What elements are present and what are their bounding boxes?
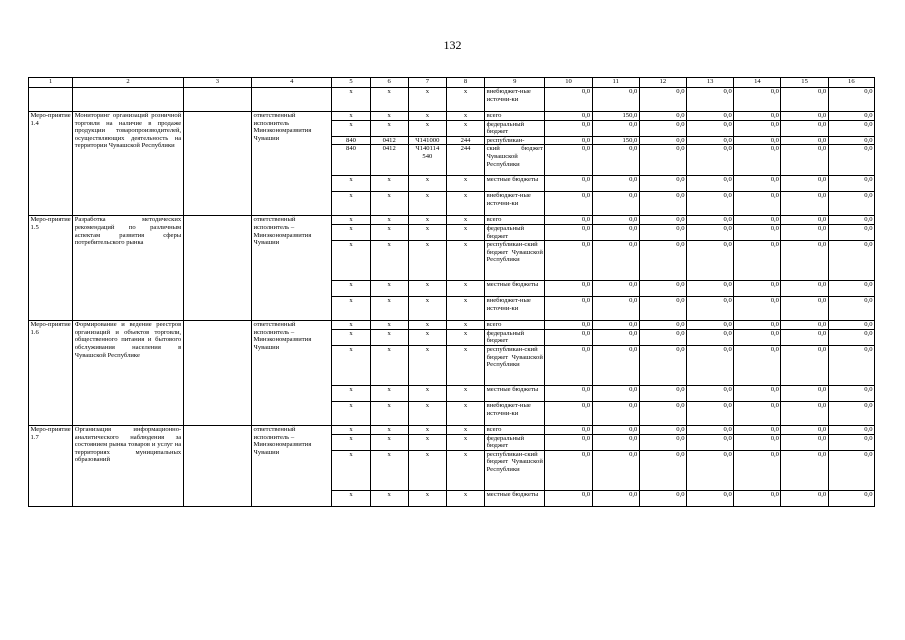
budget-code-cell: x — [332, 450, 370, 490]
empty-cell — [183, 88, 251, 112]
amount-cell: 0,0 — [734, 88, 781, 112]
amount-cell: 0,0 — [639, 216, 686, 225]
amount-cell: 0,0 — [639, 281, 686, 297]
amount-cell: 0,0 — [687, 120, 734, 136]
column-header: 5 — [332, 78, 370, 88]
funding-source-cell: всего — [485, 216, 545, 225]
amount-cell: 0,0 — [828, 345, 874, 385]
amount-cell: 0,0 — [687, 450, 734, 490]
budget-code-cell: x — [446, 297, 484, 321]
amount-cell: 0,0 — [592, 297, 639, 321]
empty-cell — [183, 216, 251, 321]
budget-code-cell: x — [332, 321, 370, 330]
budget-code-cell: x — [332, 329, 370, 345]
budget-code-cell: x — [332, 112, 370, 121]
budget-code-cell: x — [446, 176, 484, 192]
budget-code-cell: x — [446, 385, 484, 401]
amount-cell: 0,0 — [734, 145, 781, 176]
executor-cell: ответственный исполнитель – Минэкономразвития Чувашии — [252, 321, 332, 426]
amount-cell: 0,0 — [687, 321, 734, 330]
amount-cell: 0,0 — [734, 136, 781, 145]
amount-cell: 0,0 — [828, 490, 874, 506]
amount-cell: 0,0 — [687, 345, 734, 385]
amount-cell: 0,0 — [639, 88, 686, 112]
budget-code-cell: x — [408, 192, 446, 216]
budget-code-cell: x — [370, 490, 408, 506]
amount-cell: 0,0 — [828, 297, 874, 321]
budget-code-cell: x — [446, 490, 484, 506]
budget-code-cell: x — [332, 281, 370, 297]
amount-cell: 0,0 — [545, 450, 592, 490]
budget-code-cell: x — [446, 88, 484, 112]
amount-cell: 0,0 — [639, 401, 686, 425]
amount-cell: 0,0 — [781, 112, 828, 121]
amount-cell: 0,0 — [545, 192, 592, 216]
amount-cell: 0,0 — [592, 385, 639, 401]
empty-cell — [183, 425, 251, 506]
budget-code-cell: x — [446, 329, 484, 345]
funding-source-cell: местные бюджеты — [485, 490, 545, 506]
budget-code-cell: 0412 — [370, 136, 408, 145]
amount-cell: 0,0 — [734, 450, 781, 490]
amount-cell: 0,0 — [734, 425, 781, 434]
budget-code-cell: x — [332, 385, 370, 401]
budget-code-cell: x — [446, 401, 484, 425]
amount-cell: 0,0 — [592, 490, 639, 506]
empty-cell — [183, 321, 251, 426]
table-row — [29, 425, 875, 434]
funding-source-cell: федеральный бюджет — [485, 120, 545, 136]
amount-cell: 0,0 — [734, 385, 781, 401]
funding-source-cell: местные бюджеты — [485, 385, 545, 401]
funding-source-cell: республикан-ский бюджет Чувашской Республики — [485, 450, 545, 490]
amount-cell: 0,0 — [639, 297, 686, 321]
amount-cell: 0,0 — [592, 192, 639, 216]
funding-source-cell: федеральный бюджет — [485, 224, 545, 240]
amount-cell: 0,0 — [781, 136, 828, 145]
funding-source-cell: местные бюджеты — [485, 281, 545, 297]
amount-cell: 0,0 — [781, 88, 828, 112]
budget-code-cell: x — [408, 224, 446, 240]
amount-cell: 0,0 — [592, 425, 639, 434]
budget-code-cell: x — [332, 216, 370, 225]
table-row — [29, 216, 875, 225]
amount-cell: 0,0 — [828, 224, 874, 240]
amount-cell: 0,0 — [592, 401, 639, 425]
amount-cell: 0,0 — [734, 112, 781, 121]
amount-cell: 0,0 — [781, 241, 828, 281]
budget-code-cell: x — [370, 434, 408, 450]
funding-source-cell: всего — [485, 112, 545, 121]
amount-cell: 0,0 — [545, 136, 592, 145]
funding-source-cell: внебюджет-ные источни-ки — [485, 192, 545, 216]
budget-code-cell: x — [446, 321, 484, 330]
executor-cell: ответственный исполнитель – Минэкономразвития Чувашии — [252, 216, 332, 321]
budget-code-cell: x — [370, 224, 408, 240]
funding-source-cell: федеральный бюджет — [485, 329, 545, 345]
budget-code-cell: x — [408, 321, 446, 330]
budget-code-cell: x — [332, 88, 370, 112]
amount-cell: 0,0 — [592, 241, 639, 281]
amount-cell: 0,0 — [545, 145, 592, 176]
amount-cell: 0,0 — [545, 281, 592, 297]
budget-code-cell: x — [408, 88, 446, 112]
budget-code-cell: x — [370, 385, 408, 401]
empty-cell — [183, 112, 251, 216]
amount-cell: 0,0 — [687, 425, 734, 434]
amount-cell: 0,0 — [592, 434, 639, 450]
amount-cell: 0,0 — [545, 88, 592, 112]
funding-source-cell: федеральный бюджет — [485, 434, 545, 450]
budget-code-cell: x — [332, 425, 370, 434]
amount-cell: 0,0 — [734, 490, 781, 506]
column-header: 14 — [734, 78, 781, 88]
budget-code-cell: 244 — [446, 136, 484, 145]
table-header — [29, 78, 875, 88]
amount-cell: 0,0 — [687, 145, 734, 176]
amount-cell: 0,0 — [828, 321, 874, 330]
column-header: 8 — [446, 78, 484, 88]
column-header: 13 — [687, 78, 734, 88]
amount-cell: 0,0 — [828, 450, 874, 490]
amount-cell: 0,0 — [781, 120, 828, 136]
budget-code-cell: x — [370, 120, 408, 136]
amount-cell: 150,0 — [592, 136, 639, 145]
amount-cell: 150,0 — [592, 112, 639, 121]
budget-code-cell: x — [370, 88, 408, 112]
table-row — [29, 112, 875, 121]
amount-cell: 0,0 — [828, 385, 874, 401]
amount-cell: 0,0 — [639, 224, 686, 240]
amount-cell: 0,0 — [781, 345, 828, 385]
amount-cell: 0,0 — [687, 297, 734, 321]
column-header: 12 — [639, 78, 686, 88]
budget-code-cell: x — [370, 450, 408, 490]
amount-cell: 0,0 — [639, 434, 686, 450]
budget-code-cell: x — [370, 112, 408, 121]
table-row — [29, 88, 875, 112]
budget-code-cell: x — [446, 241, 484, 281]
amount-cell: 0,0 — [639, 425, 686, 434]
amount-cell: 0,0 — [687, 136, 734, 145]
amount-cell: 0,0 — [592, 145, 639, 176]
amount-cell: 0,0 — [687, 112, 734, 121]
budget-code-cell: x — [446, 112, 484, 121]
budget-code-cell: x — [332, 434, 370, 450]
amount-cell: 0,0 — [545, 385, 592, 401]
budget-code-cell: x — [408, 490, 446, 506]
budget-code-cell: x — [370, 281, 408, 297]
amount-cell: 0,0 — [781, 297, 828, 321]
amount-cell: 0,0 — [781, 329, 828, 345]
amount-cell: 0,0 — [592, 224, 639, 240]
amount-cell: 0,0 — [639, 176, 686, 192]
amount-cell: 0,0 — [592, 450, 639, 490]
budget-code-cell: x — [446, 345, 484, 385]
column-header: 4 — [252, 78, 332, 88]
amount-cell: 0,0 — [545, 401, 592, 425]
amount-cell: 0,0 — [545, 425, 592, 434]
budget-code-cell: x — [408, 241, 446, 281]
column-header: 1 — [29, 78, 73, 88]
budget-code-cell: x — [332, 241, 370, 281]
funding-source-cell: республикан-ский бюджет Чувашской Республики — [485, 345, 545, 385]
amount-cell: 0,0 — [592, 281, 639, 297]
funding-source-cell: республикан-ский бюджет Чувашской Республики — [485, 241, 545, 281]
budget-code-cell: x — [408, 216, 446, 225]
budget-code-cell: x — [370, 176, 408, 192]
budget-code-cell: x — [446, 434, 484, 450]
amount-cell: 0,0 — [592, 120, 639, 136]
event-label-cell: Меро-приятие 1.4 — [29, 112, 73, 216]
amount-cell: 0,0 — [639, 329, 686, 345]
event-name-cell: Формирование и ведение реестров организаций и объектов торговли, общественного питания и бытового обслуживания населения в Чувашской Республике — [73, 321, 184, 426]
amount-cell: 0,0 — [828, 145, 874, 176]
table-row — [29, 321, 875, 330]
amount-cell: 0,0 — [734, 297, 781, 321]
amount-cell: 0,0 — [828, 192, 874, 216]
amount-cell: 0,0 — [545, 345, 592, 385]
amount-cell: 0,0 — [734, 434, 781, 450]
budget-code-cell: 840 — [332, 136, 370, 145]
amount-cell: 0,0 — [781, 490, 828, 506]
amount-cell: 0,0 — [734, 216, 781, 225]
amount-cell: 0,0 — [639, 145, 686, 176]
amount-cell: 0,0 — [639, 120, 686, 136]
amount-cell: 0,0 — [734, 281, 781, 297]
amount-cell: 0,0 — [781, 401, 828, 425]
amount-cell: 0,0 — [828, 241, 874, 281]
amount-cell: 0,0 — [734, 321, 781, 330]
budget-code-cell: x — [446, 450, 484, 490]
budget-code-cell: x — [446, 192, 484, 216]
amount-cell: 0,0 — [781, 321, 828, 330]
amount-cell: 0,0 — [828, 401, 874, 425]
budget-code-cell: x — [332, 192, 370, 216]
budget-code-cell: x — [408, 425, 446, 434]
amount-cell: 0,0 — [781, 145, 828, 176]
amount-cell: 0,0 — [639, 136, 686, 145]
amount-cell: 0,0 — [828, 112, 874, 121]
amount-cell: 0,0 — [781, 281, 828, 297]
funding-source-cell: всего — [485, 321, 545, 330]
column-header: 2 — [73, 78, 184, 88]
budget-code-cell: x — [446, 425, 484, 434]
amount-cell: 0,0 — [781, 450, 828, 490]
amount-cell: 0,0 — [828, 425, 874, 434]
amount-cell: 0,0 — [734, 329, 781, 345]
amount-cell: 0,0 — [545, 329, 592, 345]
budget-code-cell: 840 — [332, 145, 370, 176]
event-label-cell: Меро-приятие 1.7 — [29, 425, 73, 506]
funding-source-cell: всего — [485, 425, 545, 434]
amount-cell: 0,0 — [545, 224, 592, 240]
amount-cell: 0,0 — [545, 434, 592, 450]
budget-code-cell: x — [446, 281, 484, 297]
amount-cell: 0,0 — [545, 216, 592, 225]
amount-cell: 0,0 — [639, 321, 686, 330]
budget-code-cell: x — [332, 401, 370, 425]
budget-code-cell: x — [408, 120, 446, 136]
amount-cell: 0,0 — [687, 490, 734, 506]
amount-cell: 0,0 — [592, 88, 639, 112]
amount-cell: 0,0 — [639, 385, 686, 401]
budget-code-cell: x — [370, 216, 408, 225]
amount-cell: 0,0 — [734, 345, 781, 385]
amount-cell: 0,0 — [828, 120, 874, 136]
amount-cell: 0,0 — [687, 434, 734, 450]
amount-cell: 0,0 — [687, 401, 734, 425]
column-header: 6 — [370, 78, 408, 88]
amount-cell: 0,0 — [828, 88, 874, 112]
amount-cell: 0,0 — [592, 345, 639, 385]
budget-code-cell: x — [408, 434, 446, 450]
amount-cell: 0,0 — [687, 281, 734, 297]
column-header: 7 — [408, 78, 446, 88]
budget-code-cell: x — [370, 241, 408, 281]
executor-cell — [252, 88, 332, 112]
budget-code-cell: x — [332, 176, 370, 192]
budget-code-cell: 0412 — [370, 145, 408, 176]
amount-cell: 0,0 — [828, 329, 874, 345]
budget-code-cell: x — [446, 216, 484, 225]
amount-cell: 0,0 — [545, 120, 592, 136]
amount-cell: 0,0 — [687, 88, 734, 112]
budget-code-cell: x — [408, 385, 446, 401]
budget-code-cell: x — [370, 329, 408, 345]
funding-source-cell: внебюджет-ные источни-ки — [485, 401, 545, 425]
column-header: 9 — [485, 78, 545, 88]
column-header: 15 — [781, 78, 828, 88]
amount-cell: 0,0 — [687, 385, 734, 401]
amount-cell: 0,0 — [781, 176, 828, 192]
budget-code-cell: x — [408, 345, 446, 385]
funding-source-cell: внебюджет-ные источни-ки — [485, 297, 545, 321]
budget-code-cell: x — [408, 450, 446, 490]
funding-source-cell: внебюджет-ные источни-ки — [485, 88, 545, 112]
column-header: 10 — [545, 78, 592, 88]
amount-cell: 0,0 — [781, 224, 828, 240]
budget-code-cell: x — [370, 297, 408, 321]
budget-code-cell: x — [408, 112, 446, 121]
amount-cell: 0,0 — [734, 401, 781, 425]
amount-cell: 0,0 — [592, 176, 639, 192]
budget-table — [28, 77, 875, 507]
amount-cell: 0,0 — [828, 216, 874, 225]
event-label-cell: Меро-приятие 1.5 — [29, 216, 73, 321]
amount-cell: 0,0 — [687, 216, 734, 225]
amount-cell: 0,0 — [781, 425, 828, 434]
budget-code-cell: x — [446, 120, 484, 136]
amount-cell: 0,0 — [687, 224, 734, 240]
header-row — [29, 78, 875, 88]
amount-cell: 0,0 — [781, 216, 828, 225]
executor-cell: ответственный исполнитель Минэкономразвития Чувашии — [252, 112, 332, 216]
column-header: 16 — [828, 78, 874, 88]
amount-cell: 0,0 — [545, 176, 592, 192]
event-label-cell: Меро-приятие 1.6 — [29, 321, 73, 426]
amount-cell: 0,0 — [734, 120, 781, 136]
budget-code-cell: x — [332, 120, 370, 136]
amount-cell: 0,0 — [592, 216, 639, 225]
amount-cell: 0,0 — [734, 192, 781, 216]
amount-cell: 0,0 — [781, 434, 828, 450]
funding-source-cell: местные бюджеты — [485, 176, 545, 192]
column-header: 11 — [592, 78, 639, 88]
amount-cell: 0,0 — [687, 241, 734, 281]
amount-cell: 0,0 — [687, 329, 734, 345]
budget-code-cell: Ч141000 — [408, 136, 446, 145]
amount-cell: 0,0 — [687, 192, 734, 216]
executor-cell: ответственный исполнитель – Минэкономразвития Чувашии — [252, 425, 332, 506]
amount-cell: 0,0 — [639, 192, 686, 216]
budget-code-cell: x — [408, 176, 446, 192]
amount-cell: 0,0 — [592, 329, 639, 345]
amount-cell: 0,0 — [639, 490, 686, 506]
budget-code-cell: x — [408, 297, 446, 321]
budget-code-cell: x — [332, 490, 370, 506]
budget-code-cell: x — [370, 192, 408, 216]
funding-source-cell: ский бюджет Чувашской Республики — [485, 145, 545, 176]
event-name-cell — [73, 88, 184, 112]
amount-cell: 0,0 — [828, 176, 874, 192]
amount-cell: 0,0 — [545, 321, 592, 330]
amount-cell: 0,0 — [734, 176, 781, 192]
funding-source-cell: республикан- — [485, 136, 545, 145]
event-name-cell: Мониторинг организаций розничной торговли на наличие в продаже продукции товаропроизводителей, осуществляющих деятельность на территории Чувашской Республики — [73, 112, 184, 216]
budget-code-cell: x — [370, 321, 408, 330]
amount-cell: 0,0 — [545, 490, 592, 506]
amount-cell: 0,0 — [639, 241, 686, 281]
event-label-cell — [29, 88, 73, 112]
amount-cell: 0,0 — [828, 281, 874, 297]
page-number: 132 — [443, 38, 462, 52]
amount-cell: 0,0 — [781, 192, 828, 216]
budget-code-cell: Ч140114 540 — [408, 145, 446, 176]
budget-code-cell: 244 — [446, 145, 484, 176]
event-name-cell: Организация информационно-аналитического наблюдения за состоянием рынка товаров и услуг на территориях муниципальных образований — [73, 425, 184, 506]
amount-cell: 0,0 — [545, 112, 592, 121]
budget-code-cell: x — [370, 401, 408, 425]
budget-code-cell: x — [332, 224, 370, 240]
column-header: 3 — [183, 78, 251, 88]
budget-code-cell: x — [332, 345, 370, 385]
table-body — [29, 88, 875, 507]
amount-cell: 0,0 — [781, 385, 828, 401]
budget-code-cell: x — [408, 329, 446, 345]
amount-cell: 0,0 — [639, 112, 686, 121]
amount-cell: 0,0 — [592, 321, 639, 330]
amount-cell: 0,0 — [639, 450, 686, 490]
amount-cell: 0,0 — [545, 297, 592, 321]
budget-code-cell: x — [446, 224, 484, 240]
amount-cell: 0,0 — [734, 224, 781, 240]
budget-code-cell: x — [370, 345, 408, 385]
event-name-cell: Разработка методических рекомендаций по различным аспектам развития сферы потребительского рынка — [73, 216, 184, 321]
amount-cell: 0,0 — [639, 345, 686, 385]
budget-code-cell: x — [408, 281, 446, 297]
budget-code-cell: x — [370, 425, 408, 434]
amount-cell: 0,0 — [734, 241, 781, 281]
amount-cell: 0,0 — [687, 176, 734, 192]
amount-cell: 0,0 — [828, 434, 874, 450]
budget-code-cell: x — [408, 401, 446, 425]
amount-cell: 0,0 — [828, 136, 874, 145]
budget-code-cell: x — [332, 297, 370, 321]
amount-cell: 0,0 — [545, 241, 592, 281]
